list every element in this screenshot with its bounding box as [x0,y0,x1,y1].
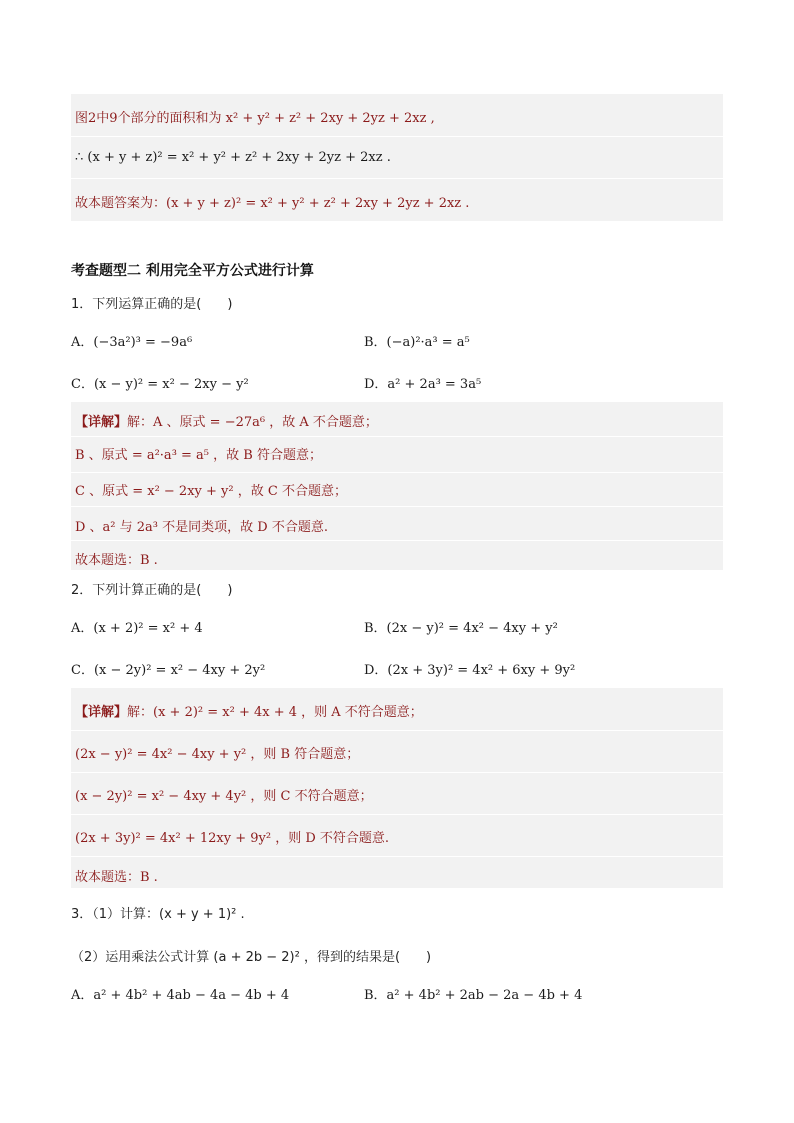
solution-top-line-1: 图2中9个部分的面积和为 x² + y² + z² + 2xy + 2yz + 2xz , [75,111,435,126]
q1-option-c: C．(x − y)² = x² − 2xy − y² [71,377,249,392]
q1-option-d: D．a² + 2a³ = 3a⁵ [364,377,482,392]
q2-stem: 2．下列计算正确的是( ) [71,583,233,598]
q2-detail-line-3: (x − 2y)² = x² − 4xy + 4y² ，则 C 不符合题意； [75,789,373,804]
q1-detail-line-1 [75,411,378,430]
q1-detail-tag: 【详解】 [75,415,128,430]
q1-detail-line-2: B 、原式 = a²·a³ = a⁵ ，故 B 符合题意； [75,448,322,463]
section-title: 考查题型二 利用完全平方公式进行计算 [71,263,314,279]
q2-detail-tag: 【详解】 [75,705,128,720]
q3-part-1: 3．（1）计算：(x + y + 1)² . [71,907,245,922]
q2-detail-line-1 [75,701,423,720]
q2-option-b: B．(2x − y)² = 4x² − 4xy + y² [364,621,558,636]
q3-option-a: A．a² + 4b² + 4ab − 4a − 4b + 4 [71,988,290,1003]
q1-detail-text-1: 解：A 、原式 = −27a⁶ ，故 A 不合题意； [127,415,378,430]
q2-detail-text-1: 解：(x + 2)² = x² + 4x + 4 ，则 A 不符合题意； [127,705,423,720]
solution-top-line-3: 故本题答案为：(x + y + z)² = x² + y² + z² + 2xy + 2yz + 2xz . [75,196,470,211]
q1-stem: 1．下列运算正确的是( ) [71,297,233,312]
q2-detail-line-2: (2x − y)² = 4x² − 4xy + y² ，则 B 符合题意； [75,747,360,762]
solution-top-line-2: ∴ (x + y + z)² = x² + y² + z² + 2xy + 2yz + 2xz . [75,150,391,165]
q3-option-b: B．a² + 4b² + 2ab − 2a − 4b + 4 [364,988,583,1003]
q2-detail-line-4: (2x + 3y)² = 4x² + 12xy + 9y² ，则 D 不符合题意. [75,831,390,846]
q2-answer: 故本题选：B . [75,870,158,885]
q1-option-a: A．(−3a²)³ = −9a⁶ [71,335,193,350]
q2-option-d: D．(2x + 3y)² = 4x² + 6xy + 9y² [364,663,576,678]
q1-detail-line-4: D 、a² 与 2a³ 不是同类项，故 D 不合题意. [75,520,328,535]
q2-option-a: A．(x + 2)² = x² + 4 [71,621,203,636]
q1-answer: 故本题选：B . [75,553,158,568]
q1-detail-line-3: C 、原式 = x² − 2xy + y² ，故 C 不合题意； [75,484,347,499]
q3-part-2: （2）运用乘法公式计算 (a + 2b − 2)² ，得到的结果是( ) [71,950,432,965]
q2-option-c: C．(x − 2y)² = x² − 4xy + 2y² [71,663,266,678]
q1-option-b: B．(−a)²·a³ = a⁵ [364,335,470,350]
